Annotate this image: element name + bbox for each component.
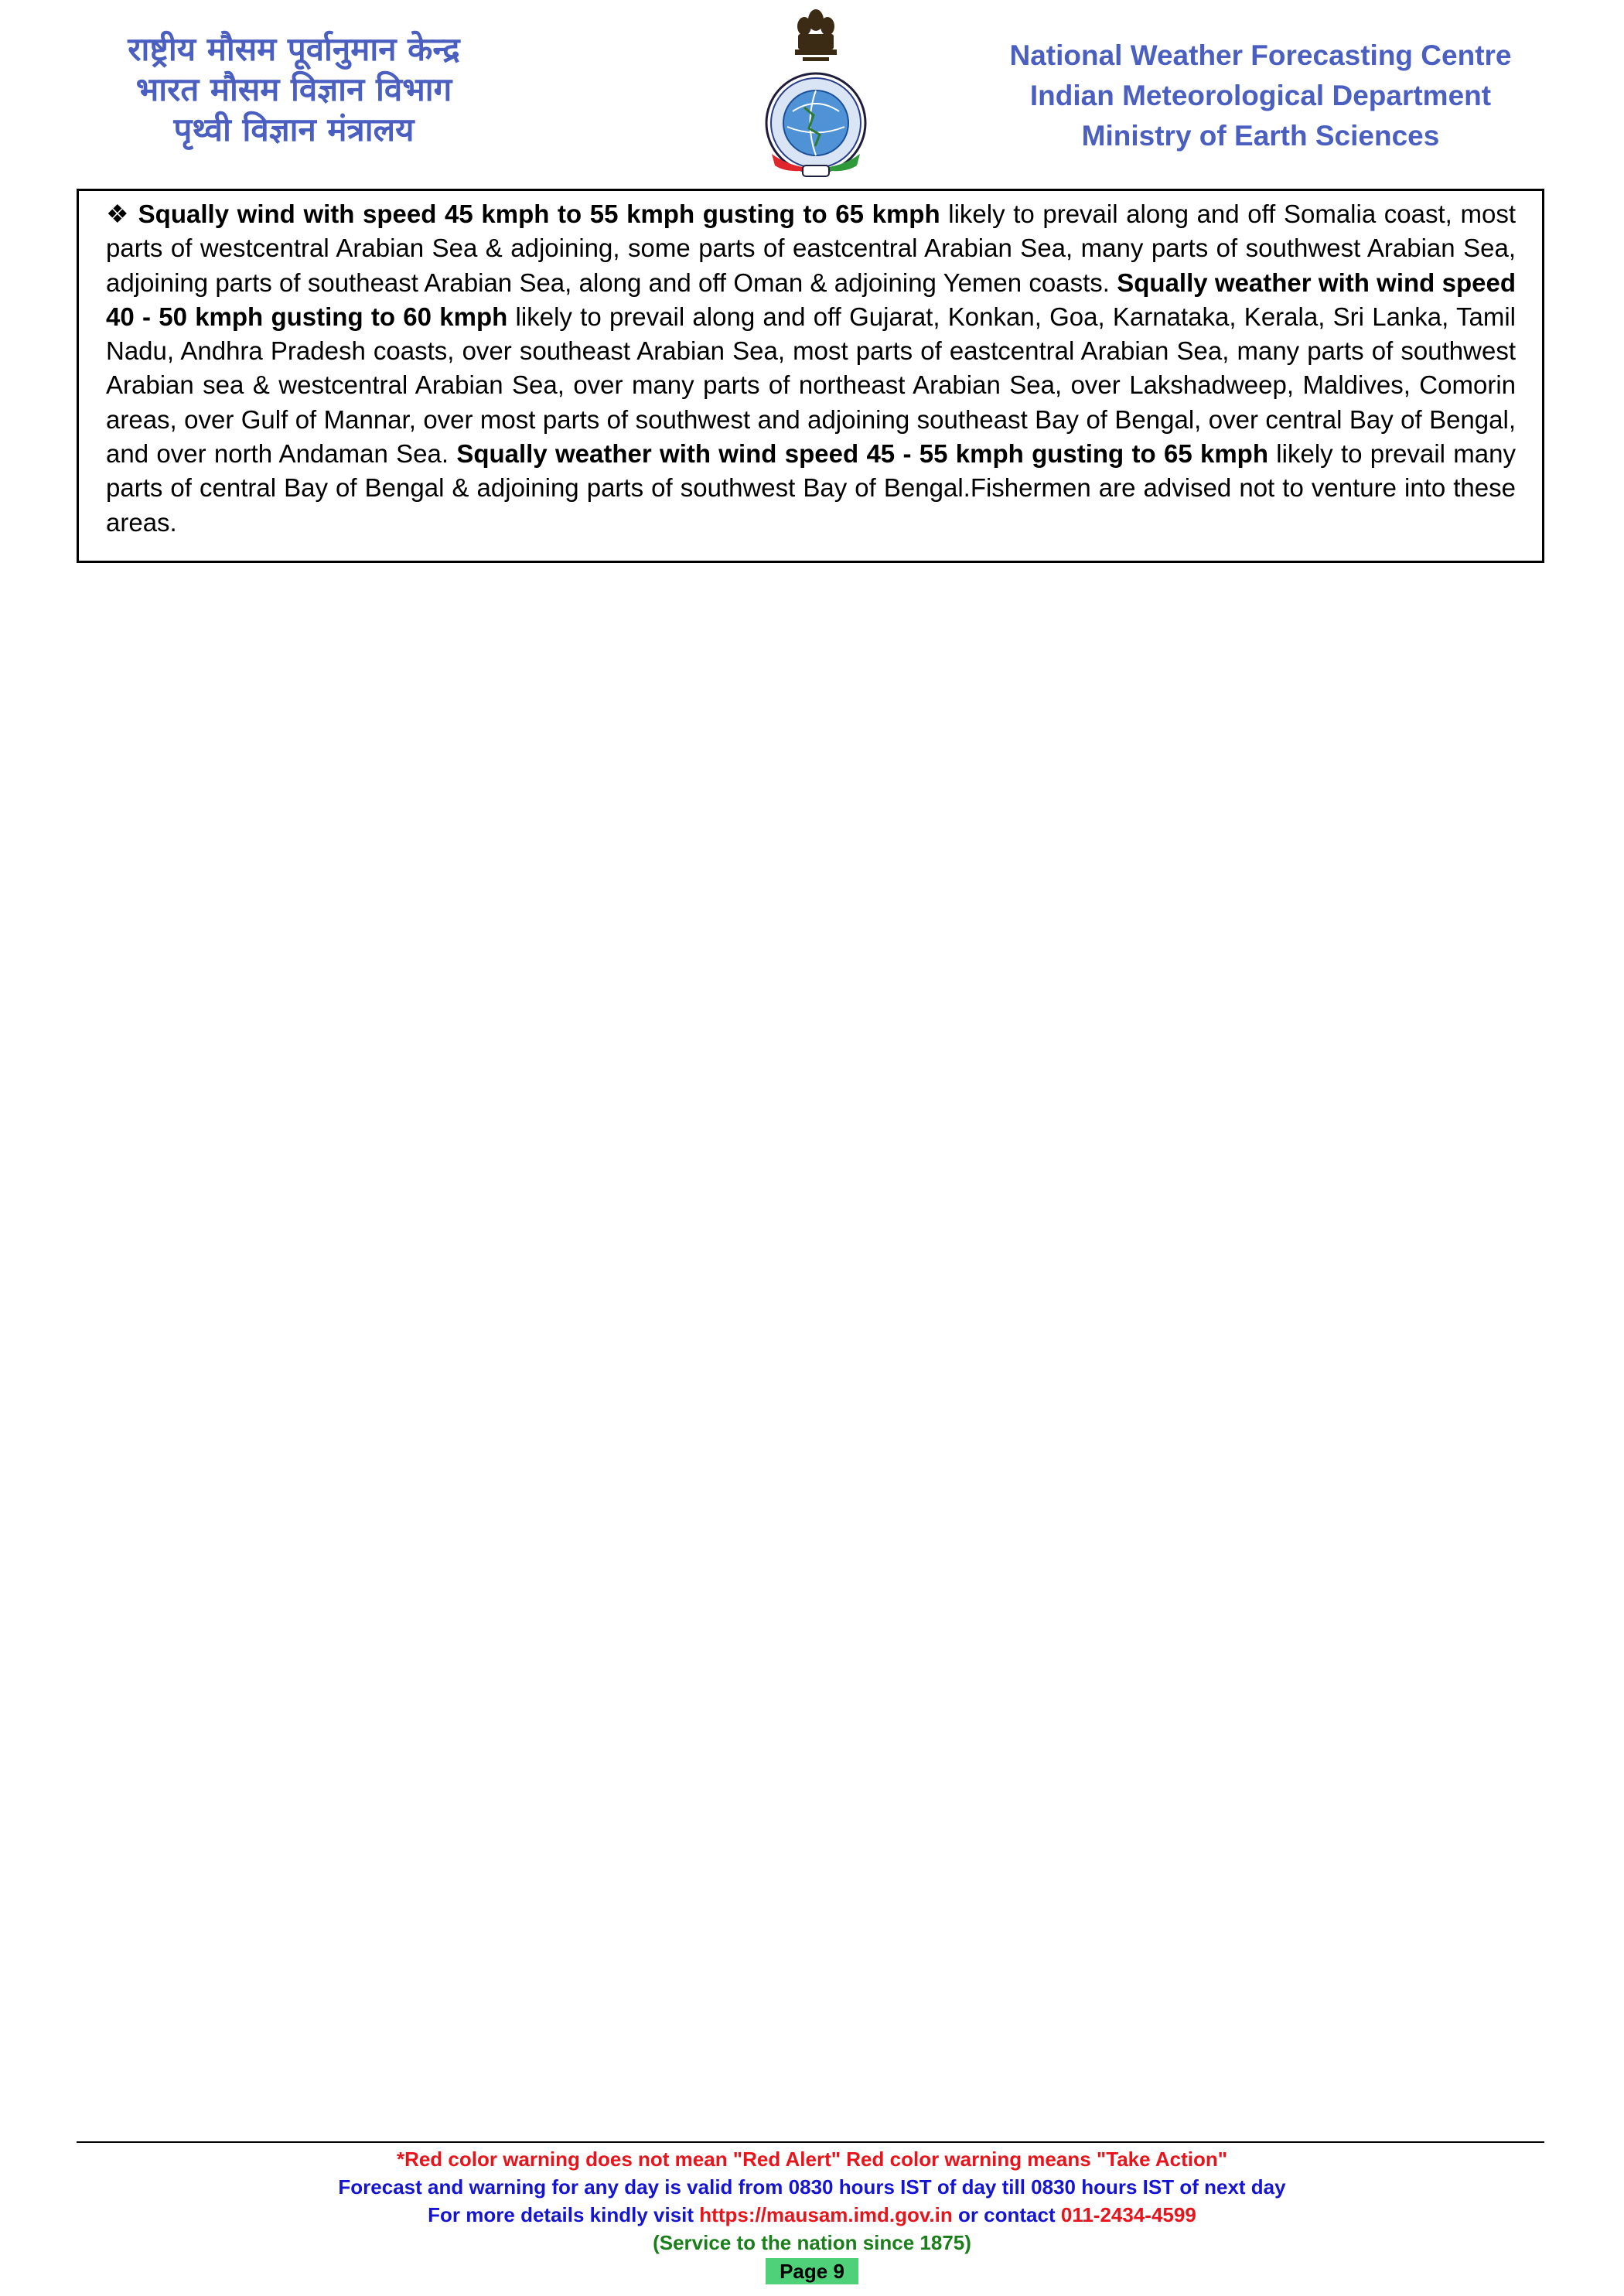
warning-1-bold: Squally wind with speed 45 kmph to 55 kmph gusting to 65 kmph [138, 200, 940, 228]
contact-line [0, 2201, 1624, 2229]
contact-prefix: For more details kindly visit [428, 2203, 700, 2226]
warning-1-text: likely to prevail along and off Somalia coast, most parts of westcentral Arabian Sea & adjoining, some parts of eastcentral Arabian Sea, many parts of southwest Arabian Sea, adjoining parts of southeast Arabian Sea, along and off Oman & adjoining Yemen coasts. [106, 200, 1516, 297]
footer-divider [77, 2141, 1544, 2143]
english-org-name [982, 36, 1539, 156]
hindi-line-1: राष्ट्रीय मौसम पूर्वानुमान केन्द्र [128, 30, 460, 68]
page-number-badge: Page 9 [766, 2258, 858, 2284]
validity-note: Forecast and warning for any day is valid from 0830 hours IST of day till 0830 hours IST of next day [338, 2175, 1286, 2199]
hindi-org-name [77, 29, 510, 150]
warning-3-text: likely to prevail many parts of central Bay of Bengal & adjoining parts of southwest Bay of Bengal.Fishermen are advised not to venture into these areas. [106, 439, 1516, 537]
hindi-line-3: पृथ्वी विज्ञान मंत्रालय [173, 111, 415, 148]
service-note: (Service to the nation since 1875) [653, 2231, 971, 2254]
warning-3-bold: Squally weather with wind speed 45 - 55 kmph gusting to 65 kmph [456, 439, 1268, 469]
website-link[interactable]: https://mausam.imd.gov.in [699, 2203, 953, 2226]
hindi-line-2: भारत मौसम विज्ञान विभाग [135, 70, 452, 108]
red-warning-note: *Red color warning does not mean "Red Alert" Red color warning means "Take Action" [396, 2148, 1228, 2171]
imd-emblem-logo [758, 3, 874, 186]
national-emblem-icon [795, 9, 837, 61]
english-line-2: Indian Meteorological Department [1029, 80, 1492, 111]
page-header [0, 0, 1624, 186]
warning-paragraph [106, 197, 1516, 540]
phone-number: 011-2434-4599 [1060, 2203, 1196, 2226]
bullet-icon: ❖ [106, 200, 131, 228]
warning-2-text: likely to prevail along and off Gujarat, Konkan, Goa, Karnataka, Kerala, Sri Lanka, Tamil Nadu, Andhra Pradesh coasts, over southeast Arabian Sea, most parts of eastcentral Arabian Sea, many parts of southwest Arabian sea & westcentral Arabian Sea, over many parts of northeast Arabian Sea, over Lakshadweep, Maldives, Comorin areas, over Gulf of Mannar, over most parts of southwest and adjoining southeast Bay of Bengal, over central Bay of Bengal, and over north Andaman Sea. [106, 302, 1516, 469]
warning-2-bold: Squally weather with wind speed 40 - 50 kmph gusting to 60 kmph [106, 268, 1516, 331]
page-footer [0, 2145, 1624, 2285]
warning-box [77, 189, 1544, 563]
contact-mid: or contact [952, 2203, 1061, 2226]
english-line-1: National Weather Forecasting Centre [1009, 39, 1512, 71]
english-line-3: Ministry of Earth Sciences [1081, 120, 1440, 152]
